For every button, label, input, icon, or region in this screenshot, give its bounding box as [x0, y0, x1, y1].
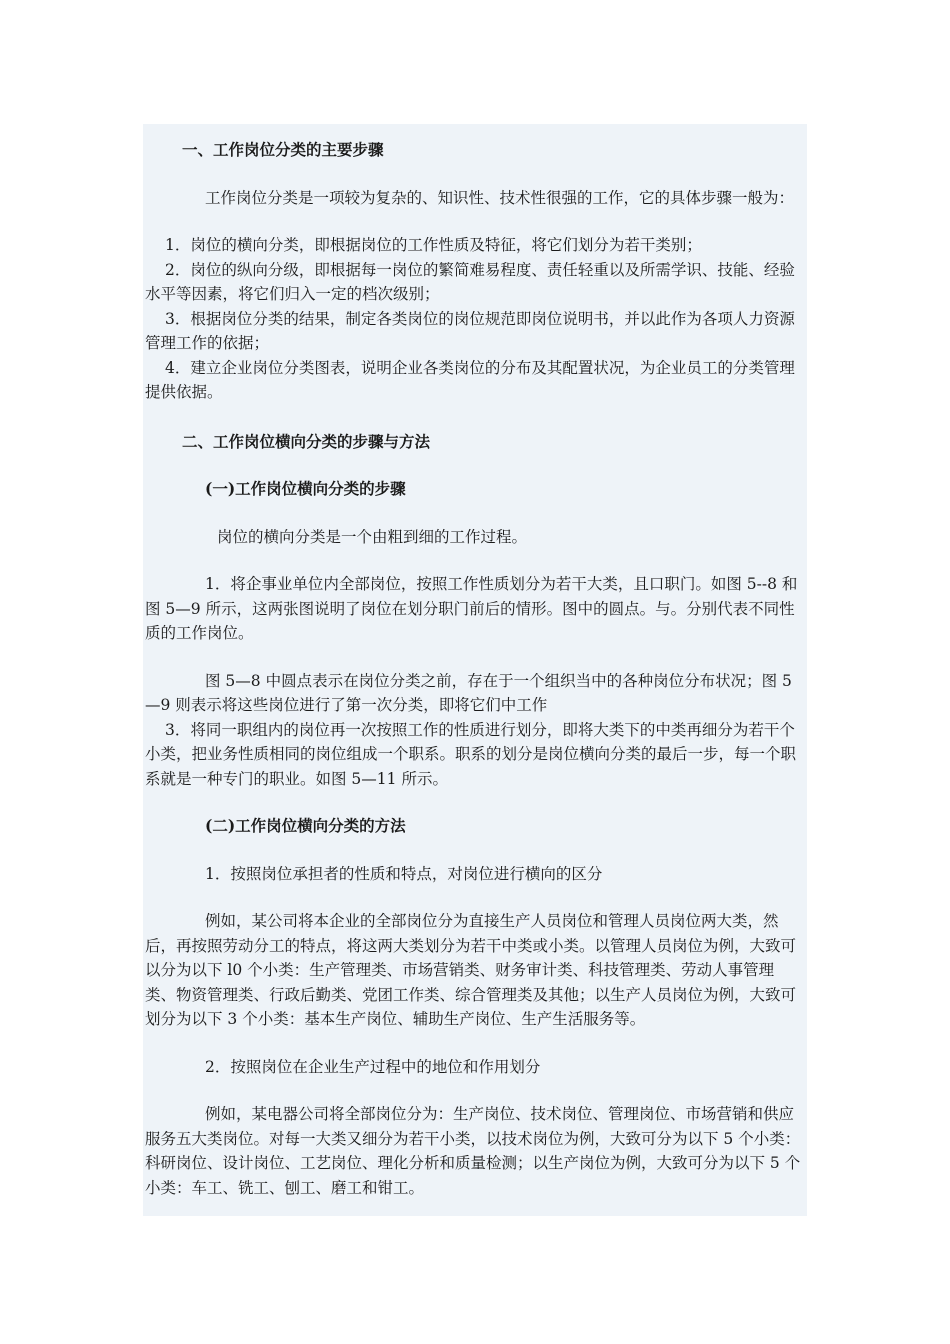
paragraph: 例如，某公司将本企业的全部岗位分为直接生产人员岗位和管理人员岗位两大类，然后，再按照劳动分工的特点，将这两大类划分为若干中类或小类。以管理人员岗位为例，大致可以分为以下 l0 个小类：生产管理类、市场营销类、财务审计类、科技管理类、劳动人事管理类、物资管理类、行政后勤类、党团工作类、综合管理类及其他；以生产人员岗位为例，大致可划分为以下 3 个小类：基本生产岗位、辅助生产岗位、生产生活服务等。 [145, 912, 797, 1028]
list-item: 2．岗位的纵向分级，即根据每一岗位的繁简难易程度、责任轻重以及所需学识、技能、经验水平等因素，将它们归入一定的档次级别； [145, 260, 795, 303]
section-heading: 一、工作岗位分类的主要步骤 [182, 140, 384, 159]
list-item: 1．岗位的横向分类，即根据岗位的工作性质及特征，将它们划分为若干类别； [165, 236, 702, 254]
subsection-heading: (一)工作岗位横向分类的步骤 [205, 479, 406, 498]
paragraph: 例如，某电器公司将全部岗位分为：生产岗位、技术岗位、管理岗位、市场营销和供应服务五大类岗位。对每一大类又细分为若干小类，以技术岗位为例，大致可分为以下 5 个小类：科研岗位、设计岗位、工艺岗位、理化分析和质量检测；以生产岗位为例，大致可分为以下 5 个小类：车工、铣工、刨工、磨工和钳工。 [145, 1105, 801, 1197]
paragraph: 岗位的横向分类是一个由粗到细的工作过程。 [217, 527, 528, 546]
list-item: 3．根据岗位分类的结果，制定各类岗位的岗位规范即岗位说明书，并以此作为各项人力资源管理工作的依据； [145, 309, 795, 352]
list-item: 4．建立企业岗位分类图表，说明企业各类岗位的分布及其配置状况，为企业员工的分类管理提供依据。 [145, 358, 795, 401]
paragraph: 1．按照岗位承担者的性质和特点，对岗位进行横向的区分 [205, 864, 603, 883]
paragraph: 工作岗位分类是一项较为复杂的、知识性、技术性很强的工作，它的具体步骤一般为： [205, 188, 795, 207]
paragraph: 3．将同一职组内的岗位再一次按照工作的性质进行划分，即将大类下的中类再细分为若干个小类，把业务性质相同的岗位组成一个职系。职系的划分是岗位横向分类的最后一步，每一个职系就是一种专门的职业。如图 5—11 所示。 [145, 720, 797, 788]
document-body [143, 124, 807, 1216]
paragraph: 图 5—8 中圆点表示在岗位分类之前，存在于一个组织当中的各种岗位分布状况；图 5—9 则表示将这些岗位进行了第一次分类，即将它们中工作 [145, 671, 792, 714]
subsection-heading: (二)工作岗位横向分类的方法 [205, 816, 406, 835]
paragraph: 2．按照岗位在企业生产过程中的地位和作用划分 [205, 1057, 541, 1076]
paragraph: 1．将企事业单位内全部岗位，按照工作性质划分为若干大类，且口职门。如图 5--8 和图 5—9 所示，这两张图说明了岗位在划分职门前后的情形。图中的圆点。与。分别代表不同性质的工作岗位。 [145, 575, 798, 642]
section-heading: 二、工作岗位横向分类的步骤与方法 [182, 431, 431, 451]
